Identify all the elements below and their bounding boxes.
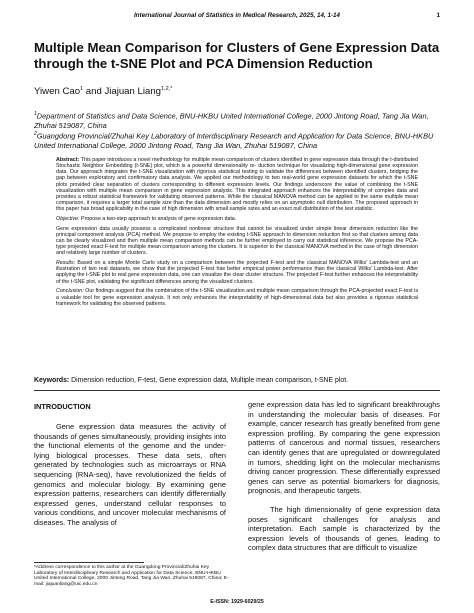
affiliation: [34, 110, 438, 130]
introduction-heading: INTRODUCTION: [34, 402, 91, 411]
author-list: [34, 86, 172, 97]
author-affiliation-mark: 1,2,*: [161, 86, 173, 92]
results-text: Based on a simple Monte Carlo study on a comparison between the projected F-test and the classical MANOVA Wilks' Lambda-test and an illustration of two real datasets, we show that the projected F-test has better empirical power performance than the classical Wilks' Lambda-test. After applying the t-SNE plot to real gene expression data, one can visualize the clear cluster structure. The projected F-test further enhances the interpretability of the t-SNE plot, validating the significant differences among the visualized clusters.: [56, 260, 418, 285]
abstract: [56, 157, 418, 310]
author-name: Jiajuan Liang: [104, 86, 161, 98]
abstract-summary: [56, 157, 418, 212]
results-label: Results:: [56, 260, 76, 267]
affiliation: [34, 130, 438, 150]
author-connector: and: [83, 86, 105, 98]
paper-title: Multiple Mean Comparison for Clusters of Gene Expression Data through the t-SNE Plot and PCA Dimension Reduction: [34, 40, 440, 71]
intro-paragraph: The high dimensionality of gene expression data poses significant challenges for analysis and interpretation. Each sample is characterized by the expression levels of thousands of genes, leading to complex data structures that are difficult to visualize: [248, 504, 440, 553]
objective-label: Objective:: [56, 216, 80, 222]
page-number: 1: [436, 12, 440, 19]
keywords: [34, 377, 440, 384]
objective-text: Propose a two-step approach to analysis of gene expression data.: [81, 216, 237, 222]
keywords-label: Keywords:: [34, 377, 70, 384]
issn-footer: E-ISSN: 1929-6029/25: [210, 599, 264, 605]
intro-paragraph: Gene expression data measures the activity of thousands of genes simultaneously, providing insights into the functional elements of the genome and the under- lying biological processes. These data sets, often generated by technologies such as microarrays or RNA sequencing (RNA-seq), have revolutionized the fields of genomics and molecular biology. By examining gene expression patterns, researchers can identify differentially expressed genes, understand cellular responses to various conditions, and uncover molecular mechanisms of diseases. The analysis of: [34, 422, 226, 527]
abstract-background: Gene expression data usually possess a complicated nonlinear structure that cannot be visualized under simple linear dimension reduction like the principal component analysis (PCA) method. We propose to employ the existing t-SNE approach to dimension reduction first so that clusters among data can be clearly visualized and then multiple mean comparison methods can be further employed to carry out statistical inference. We propose the PCA-type projected exact F-test for multiple mean comparison among the clusters. It is superior to the classical MANOVA method in the case of high dimension and relatively large number of clusters.: [56, 225, 418, 257]
keywords-text: Dimension reduction, F-test, Gene expression data, Multiple mean comparison, t-SNE plot.: [71, 377, 349, 384]
abstract-conclusion: [56, 288, 418, 306]
abstract-objective: [56, 216, 418, 222]
footnote-divider: [34, 562, 144, 563]
affiliation-text: Guangdong Provincial/Zhuhai Key Laboratory of Interdisciplinary Research and Application for Data Science, BNU-HKBU United International College, 2000 Jintong Road, Tang Jia Wan, Zhuhai 519087, China: [34, 131, 434, 150]
affiliation-mark: 1: [34, 111, 37, 117]
abstract-label: Abstract:: [56, 157, 80, 163]
correspondence-footnote: *Address correspondence to this author at the Guangdong Provincial/Zhuhai Key Laboratory of Interdisciplinary Research and Application for Data Science, BNU-HKBU United International College, 2000 Jintong Road, Tang Jia Wan, Zhuhai 519087, China; E-mail: jiajuanliang@uic.edu.cn: [34, 565, 229, 588]
author-name: Yiwen Cao: [34, 86, 81, 98]
conclusion-text: Our findings suggest that the combination of the t-SNE visualization and multiple mean comparison through the PCA-projected exact F-test is a valuable tool for gene expression analysis. It not only enhances the interpretability of high-dimensional data but also provides a rigorous statistical framework for validating the observed patterns.: [56, 288, 418, 307]
left-column: [34, 422, 226, 528]
conclusion-label: Conclusion:: [56, 288, 84, 295]
journal-citation: International Journal of Statistics in Medical Research, 2025, 14, 1-14: [133, 12, 341, 19]
abstract-text: This paper introduces a novel methodology for multiple mean comparison of clusters identified in gene expression data through the t-distributed Stochastic Neighbor Embedding (t-SNE) plot, which is a powerful dimensionality re- duction technique for visualizing high-dimensional gene expression data. Our approach integrates the t-SNE visualization with rigorous statistical testing to validate the differences between identified clusters, bridging the gap between exploratory and confirmatory data analysis. We applied our methodology to two real-world gene expression datasets for which the t-SNE plots provided clear separation of clusters corresponding to different expression levels. Our findings underscore the value of combining the t-SNE visualization with multiple mean comparison in gene expression analysis. This integrated approach enhances the interpretability of complex data and provides a robust statistical framework for validating observed patterns. While the classical MANOVA method can be applied to the same multiple mean comparison, it requires a larger total sample size than the data dimension and mostly relies on an asymptotic null distribution. The proposed approach in this paper has broad applicability in the case of high dimension with small sample sizes and an exact null distribution of the test statistic.: [56, 157, 418, 213]
intro-paragraph: gene expression data has led to significant breakthroughs in understanding the molecular basis of diseases. For example, cancer research has greatly benefited from gene expression profiling. By comparing the gene expression patterns of cancerous and normal tissues, researchers can identify genes that are upregulated or downregulated in tumors, shedding light on the molecular mechanisms driving cancer progression. These differentially expressed genes can serve as potential biomarkers for diagnosis, prognosis, and therapeutic targets.: [248, 400, 440, 496]
abstract-results: [56, 260, 418, 285]
running-header: [34, 12, 440, 24]
section-divider: [34, 390, 440, 391]
author-affiliation-mark: 1: [80, 86, 84, 92]
affiliation-mark: 2: [34, 131, 37, 137]
right-column: [248, 400, 440, 553]
affiliation-text: Department of Statistics and Data Science, BNU-HKBU United International College, 2000 Jintong Road, Tang Jia Wan, Zhuhai 519087, China: [34, 111, 429, 130]
